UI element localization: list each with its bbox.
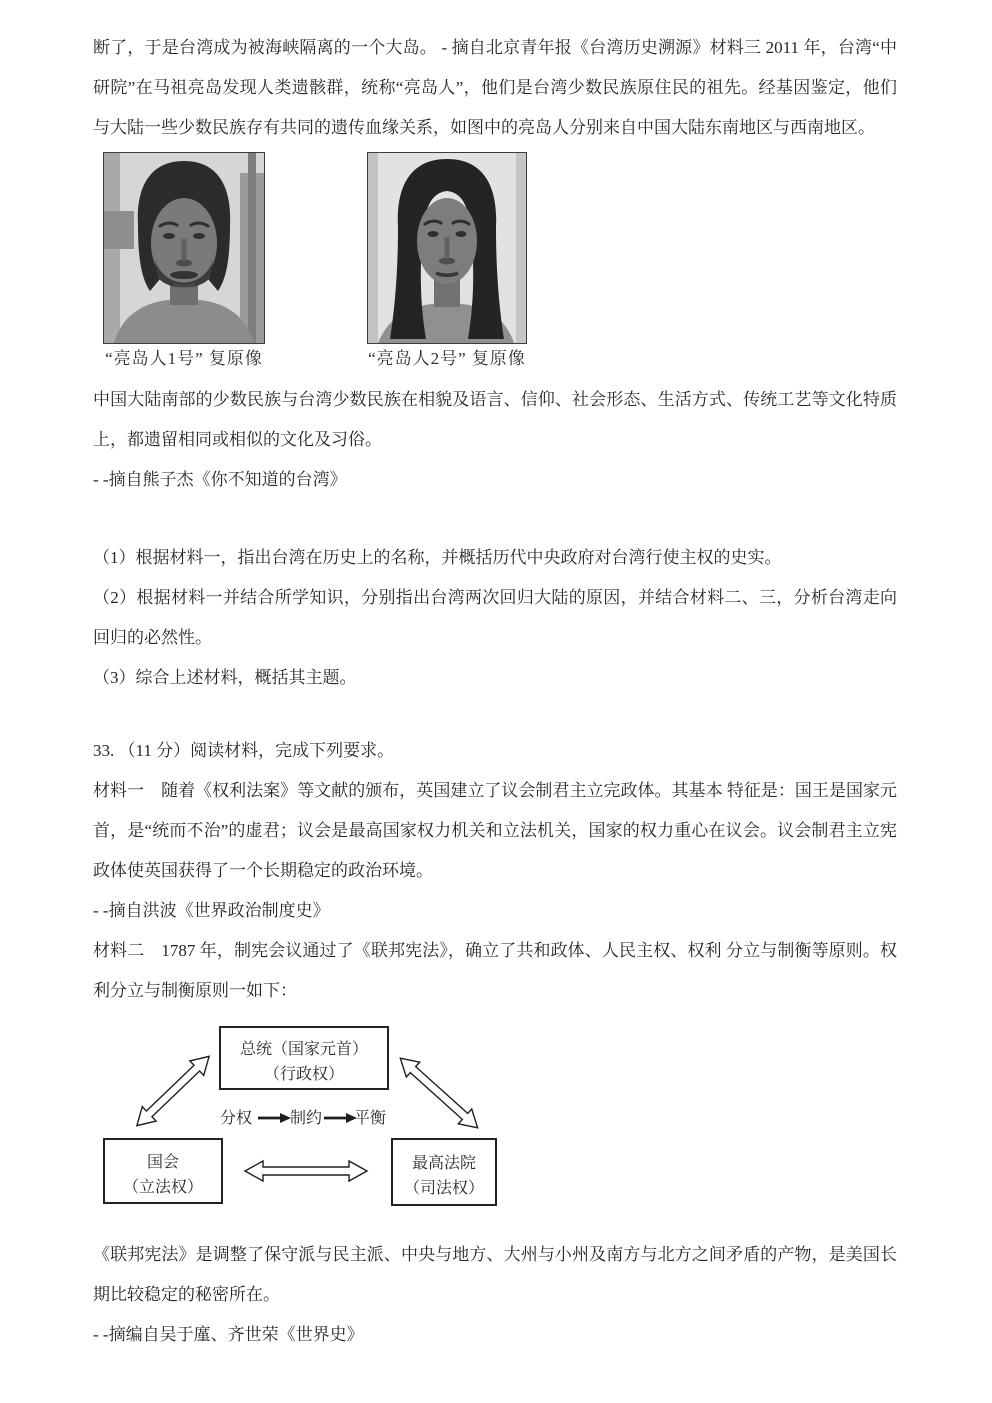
- question-33-heading: 33. （11 分）阅读材料，完成下列要求。: [93, 741, 395, 760]
- congress-box-line2: （立法权）: [122, 1179, 204, 1196]
- figure-liangdao-man-1: [103, 152, 265, 372]
- question-33-closing-paragraph: 《联邦宪法》是调整了保守派与民主派、中央与地方、大州与小州及南方与北方之间矛盾的产物，是美国长期比较稳定的秘密所在。: [93, 1245, 897, 1304]
- source-attribution-2: - -摘自洪波《世界政治制度史》: [93, 901, 330, 920]
- question-33-block: [93, 731, 897, 1355]
- principle-arrow-2: [324, 1113, 357, 1123]
- source-attribution-3: - -摘编自吴于廑、齐世荣《世界史》: [93, 1325, 364, 1344]
- question-32-subquestions: [93, 538, 897, 698]
- reconstruction-photo-1: [103, 152, 265, 344]
- principle-word-separation: 分权: [219, 1110, 253, 1127]
- separation-of-powers-diagram: [100, 1021, 500, 1221]
- question-32-3: （3）综合上述材料，概括其主题。: [93, 668, 357, 687]
- reconstruction-photos-row: [93, 152, 897, 372]
- figure-liangdao-man-2: [367, 152, 527, 372]
- principle-word-check: 制约: [289, 1110, 323, 1127]
- congress-box-line1: 国会: [146, 1154, 180, 1171]
- principle-word-balance: 平衡: [353, 1110, 387, 1127]
- double-arrow-congress-court: [245, 1161, 367, 1181]
- president-box-line2: （行政权）: [263, 1066, 345, 1083]
- principle-arrow-1: [258, 1113, 291, 1123]
- president-box-line1: 总统（国家元首）: [239, 1041, 369, 1058]
- double-arrow-president-congress: [130, 1049, 216, 1133]
- page-content: [93, 28, 897, 1355]
- double-arrow-president-court: [394, 1051, 485, 1135]
- question-33-material-2: 材料二 1787 年，制宪会议通过了《联邦宪法》，确立了共和政体、人民主权、权利 分立与制衡等原则。权利分立与制衡原则一如下：: [93, 941, 897, 1000]
- question-32-1: （1）根据材料一，指出台湾在历史上的名称，并概括历代中央政府对台湾行使主权的史实。: [93, 548, 782, 567]
- material3-paragraph-2: 中国大陆南部的少数民族与台湾少数民族在相貌及语言、信仰、社会形态、生活方式、传统工艺等文化特质上，都遗留相同或相似的文化及习俗。: [93, 390, 897, 449]
- source-attribution-1: - -摘自熊子杰《你不知道的台湾》: [93, 470, 347, 489]
- supreme-court-box-line1: 最高法院: [411, 1155, 477, 1172]
- material3-paragraph: 断了，于是台湾成为被海峡隔离的一个大岛。 - 摘自北京青年报《台湾历史溯源》材料三 2011 年，台湾“中研院”在马祖亮岛发现人类遗骸群，统称“亮岛人”，他们是台湾少数民族原住民的祖先。经基因鉴定，他们与大陆一些少数民族存有共同的遗传血缘关系，如图中的亮岛人分别来自中国大陆东南地区与西南地区。: [93, 38, 897, 137]
- question-33-material-1: 材料一 随着《权利法案》等文献的颁布，英国建立了议会制君主立完政体。其基本 特征是：国王是国家元首，是“统而不治”的虚君；议会是最高国家权力机关和立法机关，国家的权力重心在议会。议会制君主立宪政体使英国获得了一个长期稳定的政治环境。: [93, 781, 897, 880]
- separation-of-powers-svg: [100, 1021, 500, 1221]
- photo-caption-1: “亮岛人1号” 复原像: [105, 349, 263, 368]
- photo-caption-2: “亮岛人2号” 复原像: [368, 349, 526, 368]
- question-32-2: （2）根据材料一并结合所学知识，分别指出台湾两次回归大陆的原因，并结合材料二、三，分析台湾走向回归的必然性。: [93, 588, 897, 647]
- supreme-court-box-line2: （司法权）: [403, 1180, 485, 1197]
- reconstruction-photo-2: [367, 152, 527, 344]
